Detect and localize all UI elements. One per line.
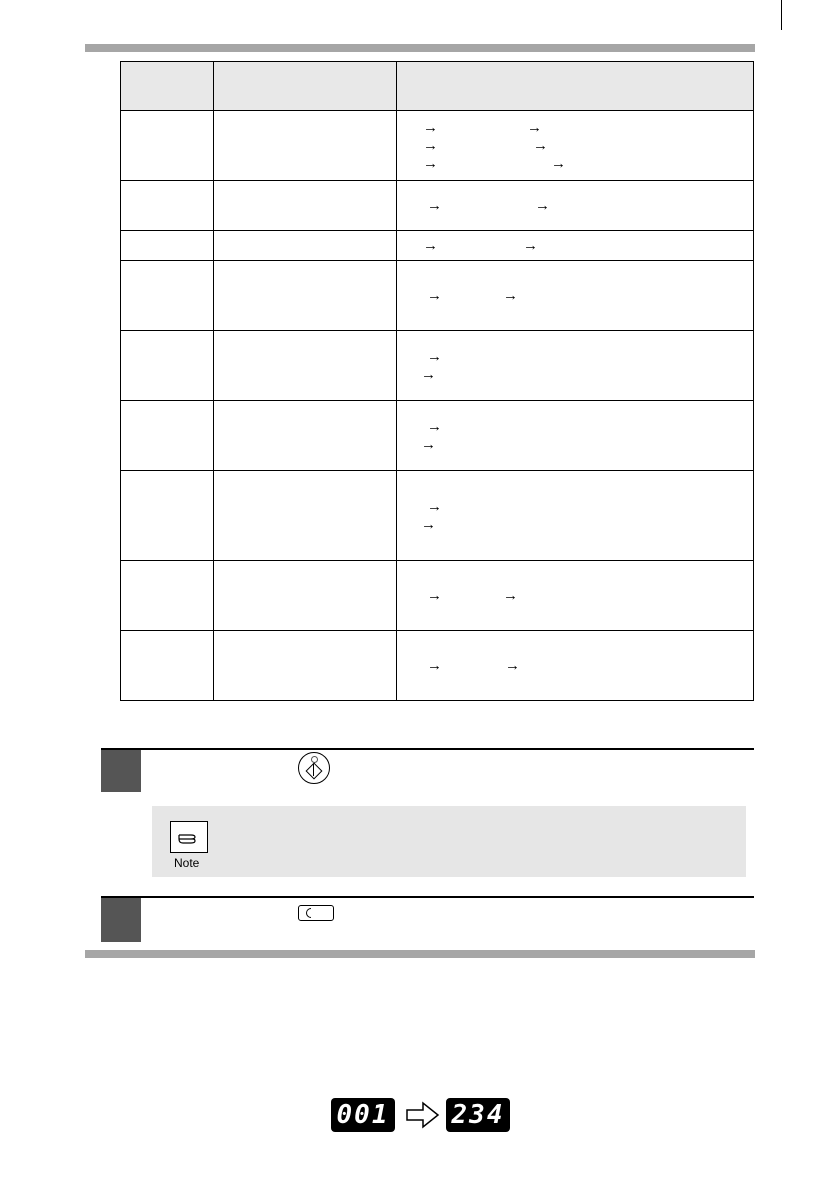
right-arrow-icon: → (551, 154, 566, 172)
table-cell (121, 331, 214, 401)
sequence-cell (397, 401, 754, 471)
table-row (121, 331, 754, 401)
table-cell (214, 471, 397, 561)
table-row (121, 231, 754, 261)
sequence-cell (397, 261, 754, 331)
right-arrow-icon: → (427, 286, 442, 304)
step-1 (101, 748, 754, 792)
right-arrow-icon: → (523, 236, 538, 254)
sequence-cell (397, 471, 754, 561)
table-cell (214, 231, 397, 261)
step-1-marker (101, 750, 141, 792)
table-cell (214, 181, 397, 231)
right-arrow-icon: → (421, 435, 436, 453)
table-row (121, 561, 754, 631)
table-row (121, 181, 754, 231)
table-cell (121, 631, 214, 701)
table-cell (121, 111, 214, 181)
table-row (121, 401, 754, 471)
header-cell-1 (121, 62, 214, 111)
start-key-icon (298, 752, 330, 784)
right-arrow-icon: → (423, 136, 438, 154)
table-cell (121, 401, 214, 471)
step-2-marker (101, 898, 141, 942)
right-arrow-icon: → (503, 586, 518, 604)
sequence-cell (397, 181, 754, 231)
table-cell (214, 331, 397, 401)
display-after: 234 (446, 1098, 510, 1132)
header-cell-2 (214, 62, 397, 111)
table-row (121, 471, 754, 561)
table-cell (121, 181, 214, 231)
sequence-cell (397, 231, 754, 261)
right-arrow-icon: → (427, 417, 442, 435)
note-box (152, 806, 746, 877)
table-row (121, 111, 754, 181)
outline-right-arrow-icon (406, 1101, 440, 1129)
right-arrow-icon: → (503, 286, 518, 304)
right-arrow-icon: → (427, 497, 442, 515)
table-cell (214, 631, 397, 701)
right-arrow-icon: → (505, 656, 520, 674)
right-arrow-icon: → (427, 347, 442, 365)
clear-key-icon (298, 905, 334, 921)
display-example (331, 1098, 511, 1134)
note-pointing-hand-icon (170, 821, 208, 853)
right-arrow-icon: → (423, 118, 438, 136)
settings-table (120, 61, 754, 701)
right-arrow-icon: → (421, 515, 436, 533)
table-cell (214, 261, 397, 331)
right-arrow-icon: → (423, 154, 438, 172)
right-arrow-icon: → (535, 196, 550, 214)
table-cell (121, 471, 214, 561)
table-row (121, 261, 754, 331)
table-cell (121, 231, 214, 261)
display-before: 001 (331, 1098, 395, 1132)
table-cell (214, 401, 397, 471)
right-arrow-icon: → (427, 656, 442, 674)
right-arrow-icon: → (533, 136, 548, 154)
sequence-cell (397, 331, 754, 401)
right-arrow-icon: → (421, 365, 436, 383)
step-2 (101, 896, 754, 942)
bottom-rule (85, 950, 755, 958)
table-row (121, 631, 754, 701)
sequence-cell (397, 561, 754, 631)
table-header-row (121, 62, 754, 111)
right-arrow-icon: → (423, 236, 438, 254)
table-cell (214, 111, 397, 181)
table-cell (121, 261, 214, 331)
sequence-cell (397, 111, 754, 181)
top-rule (85, 44, 755, 52)
header-cell-3 (397, 62, 754, 111)
right-arrow-icon: → (427, 196, 442, 214)
table-cell (121, 561, 214, 631)
sequence-cell (397, 631, 754, 701)
table-cell (214, 561, 397, 631)
page-edge-mark (781, 0, 782, 30)
right-arrow-icon: → (427, 586, 442, 604)
note-label: Note (174, 856, 200, 870)
right-arrow-icon: → (527, 118, 542, 136)
